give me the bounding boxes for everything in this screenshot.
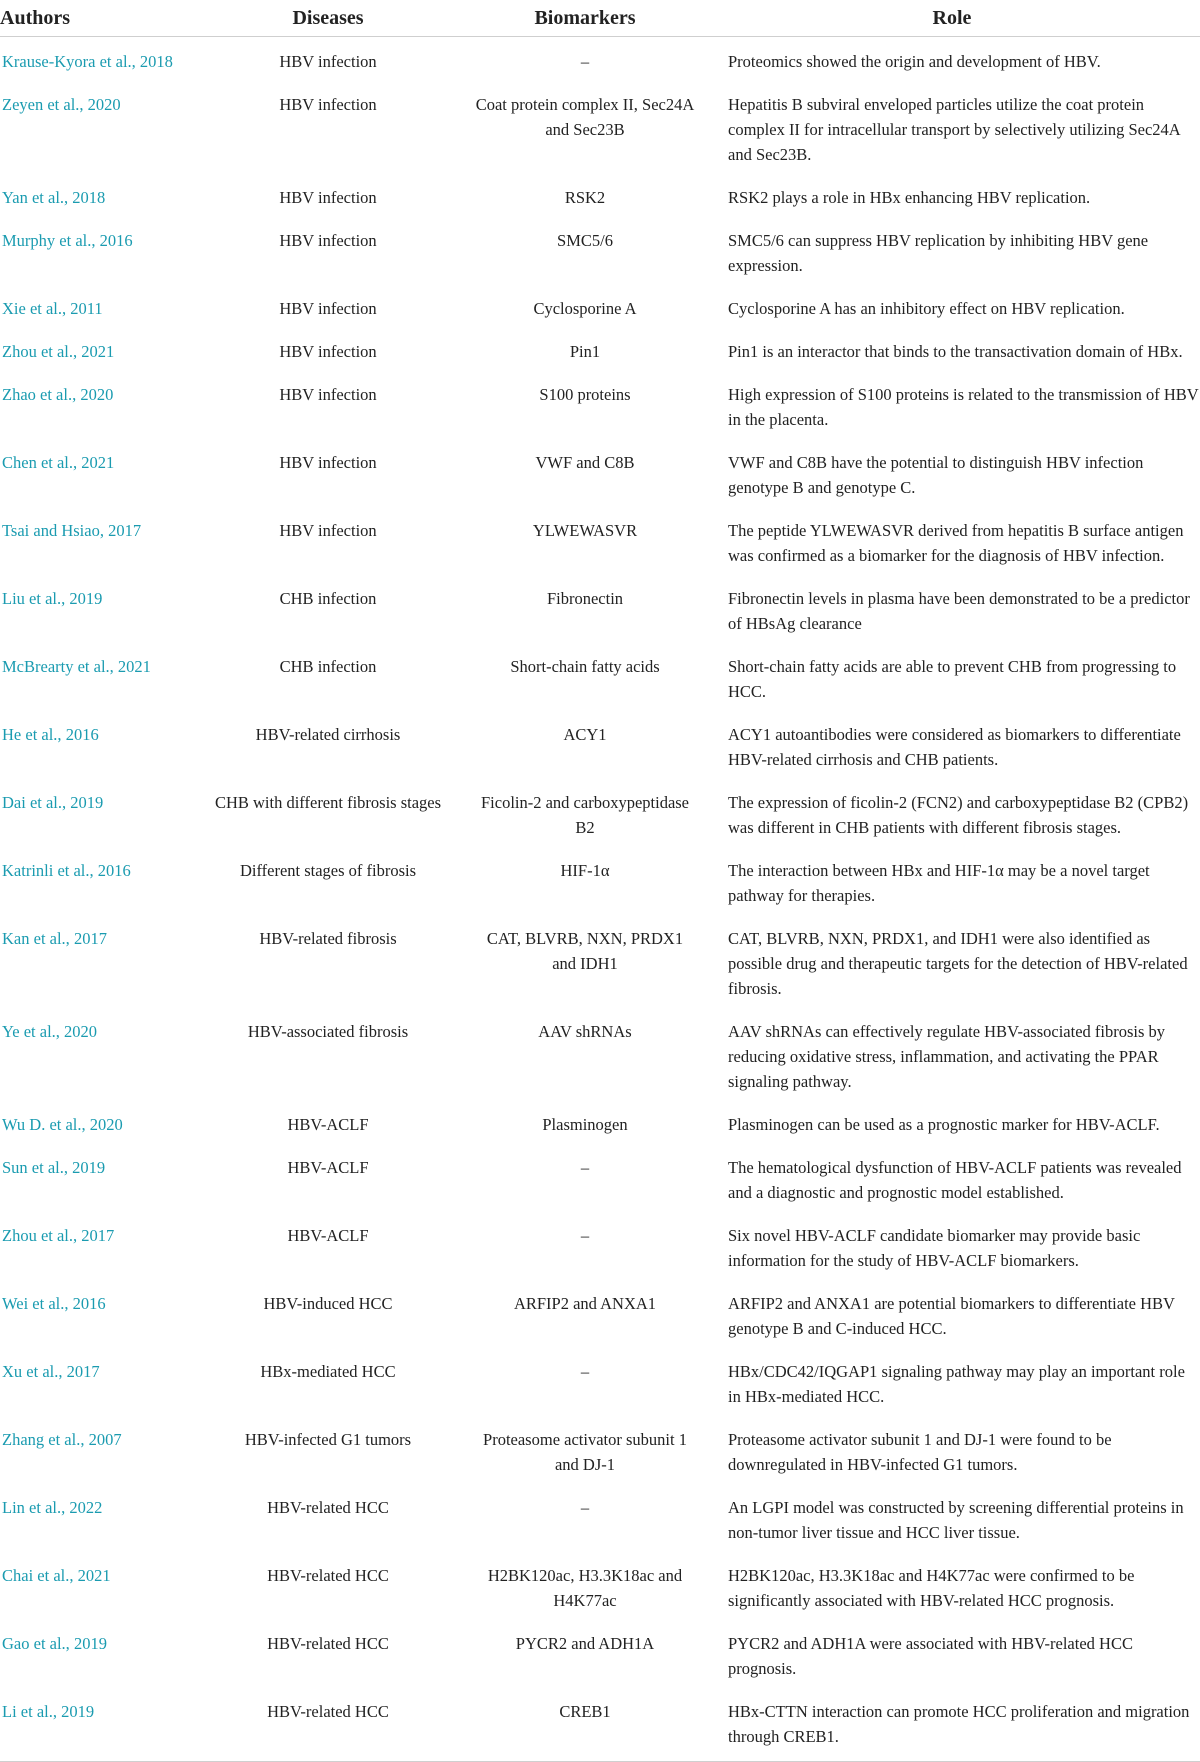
- disease-cell: HBV infection: [279, 453, 377, 472]
- biomarker-cell: –: [580, 52, 590, 71]
- author-name-link[interactable]: Zhao et al.,: [2, 385, 81, 404]
- author-cell[interactable]: [0, 846, 190, 914]
- role-cell: PYCR2 and ADH1A were associated with HBV-related HCC prognosis.: [728, 1634, 1133, 1678]
- author-cell[interactable]: [0, 1415, 190, 1483]
- table-row: [0, 1483, 1200, 1551]
- author-year-link[interactable]: 2020: [89, 1115, 123, 1134]
- table-row: [0, 173, 1200, 216]
- author-cell[interactable]: [0, 574, 190, 642]
- author-name-link[interactable]: Wei et al.,: [2, 1294, 73, 1313]
- table-row: [0, 642, 1200, 710]
- role-cell: Plasminogen can be used as a prognostic marker for HBV-ACLF.: [728, 1115, 1160, 1134]
- disease-cell: HBV-ACLF: [287, 1115, 369, 1134]
- biomarker-cell: Cyclosporine A: [533, 299, 637, 318]
- author-cell[interactable]: [0, 506, 190, 574]
- header-authors: Authors: [0, 0, 190, 37]
- role-cell: HBx/CDC42/IQGAP1 signaling pathway may play an important role in HBx-mediated HCC.: [728, 1362, 1185, 1406]
- author-year-link[interactable]: 2020: [64, 1022, 98, 1041]
- author-year-link[interactable]: 2007: [88, 1430, 122, 1449]
- disease-cell: HBV-related HCC: [267, 1498, 389, 1517]
- biomarker-cell: Ficolin-2 and carboxypeptidase B2: [480, 793, 690, 837]
- author-name-link[interactable]: Xie et al.,: [2, 299, 71, 318]
- biomarker-cell: Fibronectin: [546, 589, 624, 608]
- author-name-link[interactable]: Zhou et al.,: [2, 1226, 82, 1245]
- author-year-link[interactable]: 2022: [69, 1498, 103, 1517]
- author-name-link[interactable]: Lin et al.,: [2, 1498, 70, 1517]
- disease-cell: HBV-related HCC: [190, 1687, 466, 1762]
- disease-cell: HBV infection: [279, 299, 377, 318]
- author-year-link[interactable]: 2018: [72, 188, 106, 207]
- author-year-link[interactable]: 2017: [81, 1226, 115, 1245]
- table-row: [0, 1687, 1200, 1762]
- author-year-link[interactable]: 2019: [70, 793, 104, 812]
- author-name-link[interactable]: Krause-Kyora et al.,: [2, 52, 140, 71]
- table-row: [0, 327, 1200, 370]
- disease-cell: HBV-related HCC: [267, 1634, 389, 1653]
- biomarker-cell: Short-chain fatty acids: [510, 657, 660, 676]
- role-cell: Proteomics showed the origin and development of HBV.: [728, 52, 1101, 71]
- author-name-link[interactable]: Kan et al.,: [2, 929, 74, 948]
- table-row: [0, 216, 1200, 284]
- header-diseases: Diseases: [190, 0, 466, 37]
- table-row: [0, 284, 1200, 327]
- role-cell: RSK2 plays a role in HBx enhancing HBV replication.: [728, 188, 1091, 207]
- disease-cell: HBV infection: [279, 342, 377, 361]
- author-cell[interactable]: [0, 1483, 190, 1551]
- role-cell: An LGPI model was constructed by screening differential proteins in non-tumor liver tissue and HCC liver tissue.: [728, 1498, 1184, 1542]
- disease-cell: HBV-related cirrhosis: [255, 725, 401, 744]
- author-year-link[interactable]: 2019: [61, 1702, 95, 1721]
- biomarker-cell: AAV shRNAs: [538, 1022, 632, 1041]
- author-name-link[interactable]: Dai et al.,: [2, 793, 71, 812]
- author-cell[interactable]: [0, 1347, 190, 1415]
- author-cell[interactable]: [0, 914, 190, 1007]
- disease-cell: CHB with different fibrosis stages: [214, 793, 442, 812]
- author-cell[interactable]: [0, 1211, 190, 1279]
- author-year-link[interactable]: 2021: [81, 342, 115, 361]
- author-name-link[interactable]: Gao et al.,: [2, 1634, 74, 1653]
- author-cell[interactable]: [0, 1100, 190, 1143]
- author-name-link[interactable]: Xu et al.,: [2, 1362, 67, 1381]
- author-cell[interactable]: [0, 173, 190, 216]
- author-cell[interactable]: [0, 216, 190, 284]
- role-cell: The expression of ficolin-2 (FCN2) and carboxypeptidase B2 (CPB2) was different in CHB patients with different fibrosis stages.: [728, 793, 1189, 837]
- biomarker-cell: ACY1: [563, 725, 607, 744]
- role-cell: High expression of S100 proteins is related to the transmission of HBV in the placenta.: [728, 385, 1199, 429]
- role-cell: Pin1 is an interactor that binds to the transactivation domain of HBx.: [728, 342, 1183, 361]
- author-name-link[interactable]: McBrearty et al.,: [2, 657, 118, 676]
- author-cell[interactable]: [0, 642, 190, 710]
- author-cell[interactable]: [0, 1551, 190, 1619]
- table-row: [0, 1100, 1200, 1143]
- disease-cell: Different stages of fibrosis: [239, 861, 417, 880]
- author-name-link[interactable]: Katrinli et al.,: [2, 861, 98, 880]
- biomarker-cell: Pin1: [569, 342, 601, 361]
- author-year-link[interactable]: 2016: [72, 1294, 106, 1313]
- disease-cell: HBV-induced HCC: [263, 1294, 393, 1313]
- table-row: [0, 778, 1200, 846]
- author-cell[interactable]: [0, 80, 190, 173]
- table-row: [0, 370, 1200, 438]
- role-cell: Cyclosporine A has an inhibitory effect on HBV replication.: [728, 299, 1125, 318]
- table-row: [0, 1279, 1200, 1347]
- table-row: [0, 1007, 1200, 1100]
- table-body: [0, 37, 1200, 1762]
- author-name-link[interactable]: Ye et al.,: [2, 1022, 65, 1041]
- author-year-link[interactable]: 2011: [70, 299, 103, 318]
- author-name-link[interactable]: Tsai and Hsiao,: [2, 521, 109, 540]
- table-row: [0, 914, 1200, 1007]
- table-row: [0, 1347, 1200, 1415]
- author-cell[interactable]: [0, 438, 190, 506]
- disease-cell: HBV infection: [279, 521, 377, 540]
- table-row: [0, 506, 1200, 574]
- biomarker-cell: CREB1: [466, 1687, 704, 1762]
- table-row: [0, 1551, 1200, 1619]
- author-name-link[interactable]: He et al.,: [2, 725, 66, 744]
- author-cell[interactable]: [0, 710, 190, 778]
- role-cell: AAV shRNAs can effectively regulate HBV-associated fibrosis by reducing oxidative stress, inflammation, and activating the PPAR signaling pathway.: [728, 1022, 1166, 1091]
- author-year-link[interactable]: 2017: [66, 1362, 100, 1381]
- biomarker-cell: Plasminogen: [542, 1115, 628, 1134]
- author-year-link[interactable]: 2017: [108, 521, 142, 540]
- author-year-link[interactable]: 2021: [77, 1566, 111, 1585]
- disease-cell: CHB infection: [279, 589, 377, 608]
- author-name-link[interactable]: Wu D. et al.,: [2, 1115, 90, 1134]
- table-row: [0, 1415, 1200, 1483]
- author-cell[interactable]: [0, 37, 190, 81]
- biomarker-cell: VWF and C8B: [535, 453, 635, 472]
- header-row: [0, 0, 1200, 37]
- author-year-link[interactable]: 2019: [73, 1634, 107, 1653]
- disease-cell: HBV-infected G1 tumors: [244, 1430, 412, 1449]
- author-year-link[interactable]: 2019: [69, 589, 103, 608]
- role-cell: Six novel HBV-ACLF candidate biomarker may provide basic information for the study of HBV-ACLF biomarkers.: [728, 1226, 1141, 1270]
- disease-cell: HBV infection: [279, 231, 377, 250]
- disease-cell: HBV infection: [279, 188, 377, 207]
- role-cell: Proteasome activator subunit 1 and DJ-1 were found to be downregulated in HBV-infected G1 tumors.: [728, 1430, 1112, 1474]
- author-cell[interactable]: [0, 284, 190, 327]
- role-cell: The hematological dysfunction of HBV-ACLF patients was revealed and a diagnostic and prognostic model established.: [728, 1158, 1182, 1202]
- disease-cell: HBV infection: [279, 385, 377, 404]
- author-year-link[interactable]: 2021: [81, 453, 115, 472]
- biomarker-cell: –: [580, 1226, 590, 1245]
- role-cell: HBx-CTTN interaction can promote HCC proliferation and migration through CREB1.: [704, 1687, 1200, 1762]
- role-cell: Short-chain fatty acids are able to prevent CHB from progressing to HCC.: [728, 657, 1177, 701]
- author-year-link[interactable]: 2020: [80, 385, 114, 404]
- biomarker-cell: HIF-1α: [560, 861, 610, 880]
- biomarker-cell: Coat protein complex II, Sec24A and Sec23B: [475, 95, 695, 139]
- header-role: Role: [704, 0, 1200, 37]
- role-cell: Fibronectin levels in plasma have been demonstrated to be a predictor of HBsAg clearance: [728, 589, 1190, 633]
- author-cell[interactable]: [0, 1687, 190, 1762]
- author-year-link[interactable]: 2016: [99, 231, 133, 250]
- disease-cell: HBV-related HCC: [267, 1566, 389, 1585]
- disease-cell: CHB infection: [279, 657, 377, 676]
- author-cell[interactable]: [0, 370, 190, 438]
- author-name-link[interactable]: Li et al.,: [2, 1702, 62, 1721]
- author-cell[interactable]: [0, 778, 190, 846]
- role-cell: SMC5/6 can suppress HBV replication by inhibiting HBV gene expression.: [728, 231, 1149, 275]
- disease-cell: HBV-associated fibrosis: [247, 1022, 409, 1041]
- disease-cell: HBx-mediated HCC: [260, 1362, 396, 1381]
- disease-cell: HBV-related fibrosis: [259, 929, 397, 948]
- table-row: [0, 846, 1200, 914]
- biomarker-cell: –: [580, 1158, 590, 1177]
- role-cell: H2BK120ac, H3.3K18ac and H4K77ac were confirmed to be significantly associated with HBV-related HCC prognosis.: [728, 1566, 1135, 1610]
- role-cell: ARFIP2 and ANXA1 are potential biomarkers to differentiate HBV genotype B and C-induced HCC.: [728, 1294, 1175, 1338]
- biomarker-cell: ARFIP2 and ANXA1: [513, 1294, 657, 1313]
- biomarker-cell: Proteasome activator subunit 1 and DJ-1: [483, 1430, 687, 1474]
- disease-cell: HBV-ACLF: [287, 1226, 369, 1245]
- author-name-link[interactable]: Murphy et al.,: [2, 231, 100, 250]
- table-row: [0, 574, 1200, 642]
- biomarker-cell: PYCR2 and ADH1A: [515, 1634, 655, 1653]
- role-cell: VWF and C8B have the potential to distinguish HBV infection genotype B and genotype C.: [728, 453, 1144, 497]
- table-row: [0, 80, 1200, 173]
- biomarker-cell: –: [580, 1498, 590, 1517]
- author-year-link[interactable]: 2020: [87, 95, 121, 114]
- author-year-link[interactable]: 2018: [139, 52, 173, 71]
- author-year-link[interactable]: 2017: [73, 929, 107, 948]
- author-name-link[interactable]: Chen et al.,: [2, 453, 82, 472]
- biomarker-cell: H2BK120ac, H3.3K18ac and H4K77ac: [487, 1566, 683, 1610]
- author-name-link[interactable]: Liu et al.,: [2, 589, 70, 608]
- author-name-link[interactable]: Chai et al.,: [2, 1566, 78, 1585]
- author-name-link[interactable]: Yan et al.,: [2, 188, 73, 207]
- disease-cell: HBV infection: [279, 52, 377, 71]
- role-cell: ACY1 autoantibodies were considered as biomarkers to differentiate HBV-related cirrhosis and CHB patients.: [728, 725, 1181, 769]
- biomarker-cell: SMC5/6: [557, 231, 613, 250]
- author-name-link[interactable]: Zhou et al.,: [2, 342, 82, 361]
- biomarker-cell: CAT, BLVRB, NXN, PRDX1 and IDH1: [486, 929, 684, 973]
- role-cell: CAT, BLVRB, NXN, PRDX1, and IDH1 were also identified as possible drug and therapeutic targets for the detection of HBV-related fibrosis.: [728, 929, 1188, 998]
- disease-cell: HBV-ACLF: [287, 1158, 369, 1177]
- author-cell[interactable]: [0, 327, 190, 370]
- role-cell: Hepatitis B subviral enveloped particles utilize the coat protein complex II for intracellular transport by selectively utilizing Sec24A and Sec23B.: [728, 95, 1180, 164]
- biomarker-cell: RSK2: [564, 188, 606, 207]
- biomarker-cell: YLWEWASVR: [532, 521, 638, 540]
- author-year-link[interactable]: 2016: [65, 725, 99, 744]
- author-year-link[interactable]: 2019: [72, 1158, 106, 1177]
- table-row: [0, 37, 1200, 81]
- table-row: [0, 438, 1200, 506]
- table-row: [0, 1619, 1200, 1687]
- author-name-link[interactable]: Sun et al.,: [2, 1158, 73, 1177]
- author-year-link[interactable]: 2016: [97, 861, 131, 880]
- author-cell[interactable]: [0, 1143, 190, 1211]
- author-cell[interactable]: [0, 1279, 190, 1347]
- role-cell: The interaction between HBx and HIF-1α may be a novel target pathway for therapies.: [728, 861, 1150, 905]
- table-row: [0, 1143, 1200, 1211]
- disease-cell: HBV infection: [279, 95, 377, 114]
- table-row: [0, 1211, 1200, 1279]
- author-year-link[interactable]: 2021: [117, 657, 151, 676]
- biomarker-cell: S100 proteins: [539, 385, 631, 404]
- author-name-link[interactable]: Zeyen et al.,: [2, 95, 88, 114]
- header-biomarkers: Biomarkers: [466, 0, 704, 37]
- author-name-link[interactable]: Zhang et al.,: [2, 1430, 89, 1449]
- author-cell[interactable]: [0, 1619, 190, 1687]
- table-row: [0, 710, 1200, 778]
- role-cell: The peptide YLWEWASVR derived from hepatitis B surface antigen was confirmed as a biomarker for the diagnosis of HBV infection.: [728, 521, 1184, 565]
- biomarker-cell: –: [580, 1362, 590, 1381]
- author-cell[interactable]: [0, 1007, 190, 1100]
